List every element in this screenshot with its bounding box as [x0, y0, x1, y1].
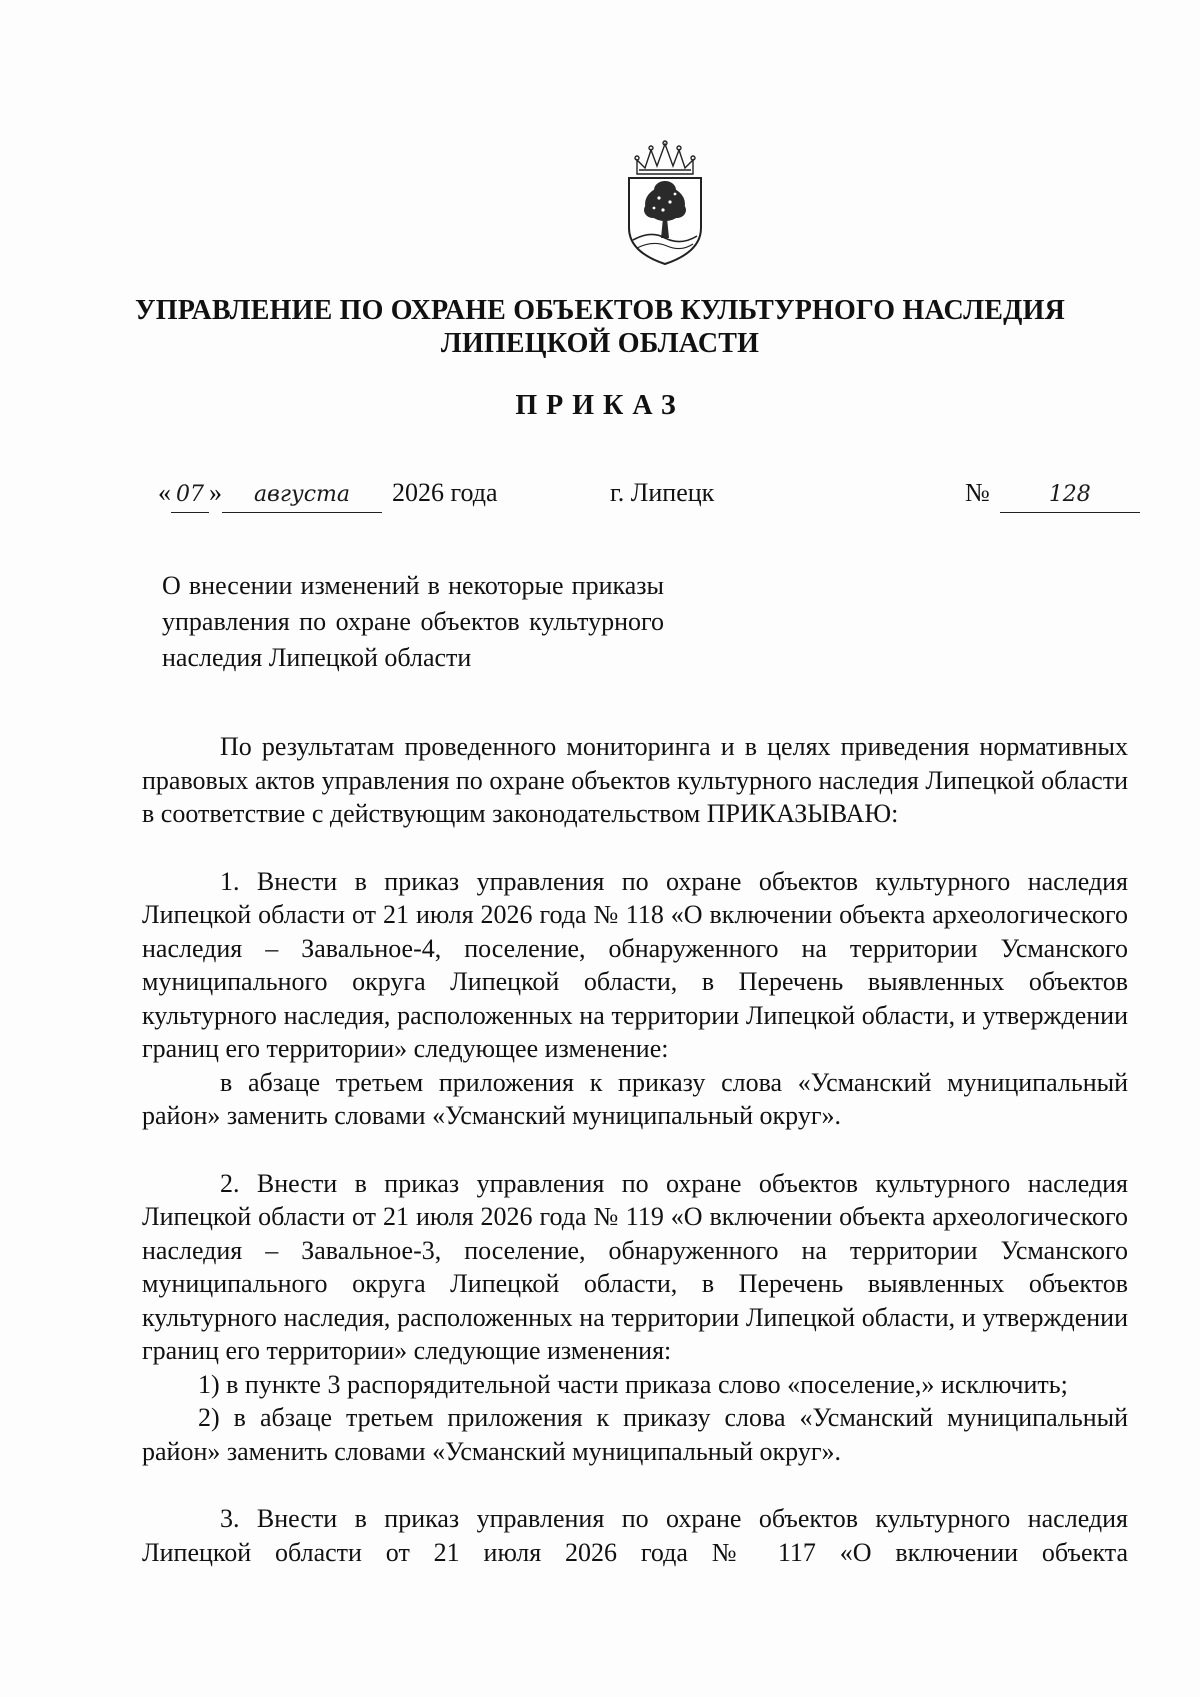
date-year: 2026 года: [392, 478, 498, 507]
order-number: [965, 476, 1140, 513]
order-number-handwritten: 128: [1000, 478, 1140, 513]
number-sign: №: [965, 478, 990, 507]
item-2-subitem-2: 2) в абзаце третьем приложения к приказу слова «Усманский муниципальный район» заменить словами «Усманский муниципальный округ».: [142, 1403, 1128, 1466]
item-1-paragraph: 1. Внести в приказ управления по охране объектов культурного наследия Липецкой области от 21 июля 2026 года № 118 «О включении объекта археологического наследия – Завальное-4, поселение, обнаруженного на территории Усманского муниципального округа Липецкой области, в Перечень выявленных объектов культурного наследия, расположенных на территории Липецкой области, и утверждении границ его территории» следующее изменение:: [142, 866, 1128, 1063]
date-day-handwritten: 07: [171, 478, 209, 513]
date-month-handwritten: августа: [222, 478, 382, 513]
item-2-paragraph: 2. Внести в приказ управления по охране объектов культурного наследия Липецкой области от 21 июля 2026 года № 119 «О включении объекта археологического наследия – Завальное-3, поселение, обнаруженного на территории Усманского муниципального округа Липецкой области, в Перечень выявленных объектов культурного наследия, расположенных на территории Липецкой области, и утверждении границ его территории» следующие изменения:: [142, 1168, 1128, 1365]
date-close-quote: »: [209, 478, 222, 507]
lipetsk-coat-of-arms-icon: [623, 140, 707, 268]
preamble-paragraph: По результатам проведенного мониторинга и в целях приведения нормативных правовых актов управления по охране объектов культурного наследия Липецкой области в соответствие с действующим законодательством ПРИКАЗЫВАЮ:: [142, 732, 1128, 828]
item-1-subparagraph: в абзаце третьем приложения к приказу слова «Усманский муниципальный район» заменить словами «Усманский муниципальный округ».: [142, 1067, 1128, 1130]
item-3-paragraph: 3. Внести в приказ управления по охране объектов культурного наследия Липецкой области от 21 июля 2026 года № 117 «О включении объекта: [142, 1504, 1128, 1567]
organization-name-line1: УПРАВЛЕНИЕ ПО ОХРАНЕ ОБЪЕКТОВ КУЛЬТУРНОГО НАСЛЕДИЯ: [135, 295, 1065, 326]
order-date: [158, 476, 498, 513]
order-subject: О внесении изменений в некоторые приказы управления по охране объектов культурного наследия Липецкой области: [162, 571, 664, 672]
document-type-title: ПРИКАЗ: [515, 390, 685, 421]
item-2-subitem-1: 1) в пункте 3 распорядительной части приказа слово «поселение,» исключить;: [198, 1369, 1068, 1399]
organization-name-line2: ЛИПЕЦКОЙ ОБЛАСТИ: [440, 328, 760, 359]
date-open-quote: «: [158, 478, 171, 507]
order-body: [142, 730, 1128, 1569]
order-city: г. Липецк: [610, 478, 715, 507]
